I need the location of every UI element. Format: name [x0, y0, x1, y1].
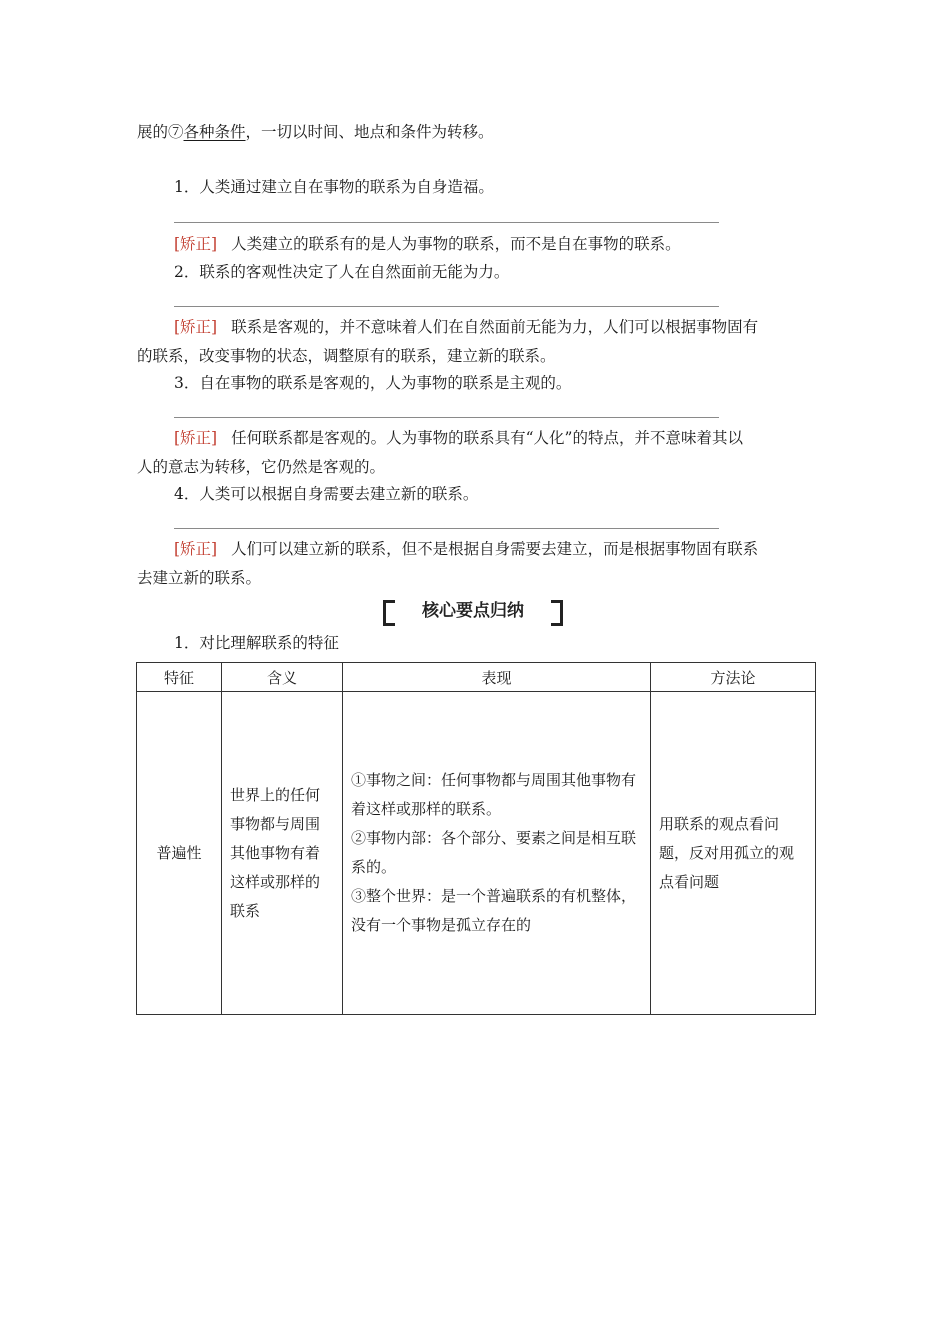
correction-2: [174, 316, 758, 338]
statement-3: 3．自在事物的联系是客观的，人为事物的联系是主观的。: [174, 374, 572, 392]
header-meaning: 含义: [222, 663, 343, 692]
correction-tag-4: [矫正]: [174, 540, 218, 558]
table-row: [137, 692, 816, 1015]
bracket-right-icon: [551, 600, 563, 626]
subsection-title: 1．对比理解联系的特征: [174, 634, 339, 652]
features-table: [136, 662, 816, 1015]
correction-1-text: 人类建立的联系有的是人为事物的联系，而不是自在事物的联系。: [231, 235, 681, 253]
answer-line-2: [174, 306, 719, 307]
correction-3: [174, 427, 743, 449]
statement-2: 2．联系的客观性决定了人在自然面前无能为力。: [174, 263, 510, 281]
header-feature: 特征: [137, 663, 222, 692]
header-methodology: 方法论: [651, 663, 816, 692]
correction-2-text-2: 的联系，改变事物的状态，调整原有的联系，建立新的联系。: [137, 347, 556, 365]
correction-3-text-2: 人的意志为转移，它仍然是客观的。: [137, 458, 386, 476]
manifestation-point-3: ③整个世界：是一个普遍联系的有机整体，没有一个事物是孤立存在的: [351, 887, 637, 934]
cell-manifestation: [343, 692, 651, 1015]
statement-1: 1．人类通过建立自在事物的联系为自身造福。: [174, 178, 494, 196]
answer-line-3: [174, 417, 719, 418]
correction-4: [174, 538, 758, 560]
correction-tag-3: [矫正]: [174, 429, 218, 447]
cell-meaning: 世界上的任何事物都与周围其他事物有着这样或那样的联系: [222, 692, 343, 1015]
correction-2-text-1: 联系是客观的，并不意味着人们在自然面前无能为力，人们可以根据事物固有: [231, 318, 759, 336]
section-heading: [383, 598, 563, 624]
correction-4-text-2: 去建立新的联系。: [137, 569, 262, 587]
correction-3-text-1: 任何联系都是客观的。人为事物的联系具有“人化”的特点，并不意味着其以: [231, 429, 743, 447]
correction-1: [174, 233, 681, 255]
cell-feature: 普遍性: [137, 692, 222, 1015]
cell-methodology: 用联系的观点看问题，反对用孤立的观点看问题: [651, 692, 816, 1015]
header-manifestation: 表现: [343, 663, 651, 692]
intro-suffix: ，一切以时间、地点和条件为转移。: [245, 123, 494, 141]
intro-prefix: 展的⑦: [137, 123, 184, 141]
intro-line: [137, 121, 494, 143]
correction-tag-1: [矫正]: [174, 235, 218, 253]
section-heading-text: 核心要点归纳: [422, 601, 524, 621]
correction-4-text-1: 人们可以建立新的联系，但不是根据自身需要去建立，而是根据事物固有联系: [231, 540, 759, 558]
manifestation-point-2: ②事物内部：各个部分、要素之间是相互联系的。: [351, 829, 637, 876]
intro-underlined-term: 各种条件: [183, 123, 246, 141]
table-header-row: [137, 663, 816, 692]
statement-4: 4．人类可以根据自身需要去建立新的联系。: [174, 485, 479, 503]
correction-tag-2: [矫正]: [174, 318, 218, 336]
answer-line-4: [174, 528, 719, 529]
answer-line-1: [174, 222, 719, 223]
bracket-left-icon: [383, 600, 395, 626]
manifestation-point-1: ①事物之间：任何事物都与周围其他事物有着这样或那样的联系。: [351, 771, 637, 818]
